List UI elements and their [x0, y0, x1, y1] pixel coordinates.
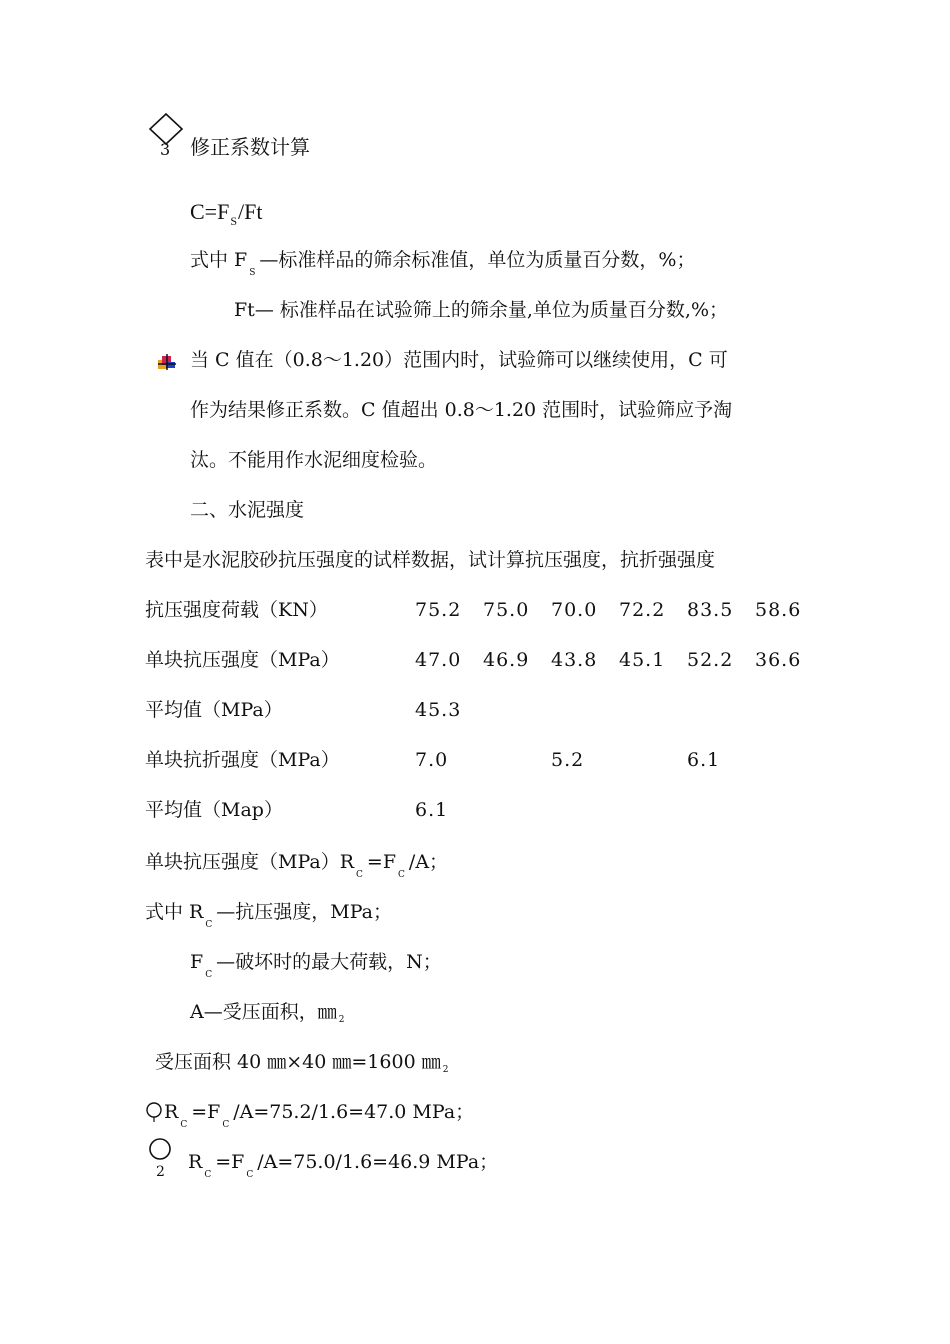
table-cell: 75.0	[483, 599, 530, 621]
table-cell: 83.5	[687, 599, 734, 621]
formula-rc-post: /A；	[408, 851, 449, 873]
section-title: 修正系数计算	[190, 135, 310, 159]
table-cell: 58.6	[755, 599, 802, 621]
table-cell: 52.2	[687, 649, 734, 671]
area-statement-sup: 2	[442, 1065, 449, 1075]
calc-2-sub1: C	[204, 1170, 212, 1180]
definition-a-sup: 2	[338, 1015, 345, 1025]
table-cell: 75.2	[415, 599, 462, 621]
definition-fc	[190, 950, 442, 978]
table-row-label: 单块抗压强度（MPa）	[145, 649, 340, 671]
formula-c-rhs: /Ft	[238, 199, 263, 224]
formula-c	[190, 200, 262, 227]
table-row-label: 平均值（MPa）	[145, 699, 283, 721]
table-cell: 6.1	[687, 749, 721, 771]
table-cell: 70.0	[551, 599, 598, 621]
definition-fc-text: —破坏时的最大荷载，N；	[216, 951, 442, 973]
table-cell: 45.1	[619, 649, 666, 671]
calc-1-post: /A=75.2/1.6=47.0 MPa；	[233, 1101, 475, 1123]
area-statement	[155, 1050, 452, 1078]
note-line-1: 当 C 值在（0.8～1.20）范围内时，试验筛可以继续使用，C 可	[190, 349, 728, 371]
definition-fc-pre: F	[190, 951, 204, 973]
table-cell: 36.6	[755, 649, 802, 671]
calc-2-post: /A=75.0/1.6=46.9 MPa；	[257, 1151, 499, 1173]
definition-fs-text: —标准样品的筛余标准值，单位为质量百分数，%；	[259, 249, 696, 271]
calc-2-pre: R	[188, 1151, 203, 1173]
calc-2-number: 2	[156, 1164, 165, 1180]
note-line-3: 汰。不能用作水泥细度检验。	[190, 449, 438, 471]
definition-fs-sub: S	[249, 268, 256, 278]
definition-rc	[145, 900, 392, 928]
calc-1-sub2: C	[222, 1120, 230, 1130]
circle-number-icon	[144, 1100, 166, 1126]
definition-fs-pre: 式中 F	[190, 249, 248, 271]
formula-rc-sub1: C	[356, 870, 363, 880]
calc-2-sub2: C	[246, 1170, 254, 1180]
definition-rc-sub: C	[205, 920, 213, 930]
calculation-2	[188, 1150, 498, 1178]
definition-rc-pre: 式中 R	[145, 901, 204, 923]
calculation-1	[164, 1100, 474, 1128]
table-cell: 6.1	[415, 799, 449, 821]
bullet-icon	[156, 352, 178, 372]
section-2-title: 二、水泥强度	[190, 499, 305, 521]
calc-1-sub1: C	[180, 1120, 188, 1130]
formula-rc-pre: 单块抗压强度（MPa）R	[145, 851, 355, 873]
table-cell: 72.2	[619, 599, 666, 621]
table-cell: 7.0	[415, 749, 449, 771]
table-cell: 5.2	[551, 749, 585, 771]
definition-fs	[190, 248, 695, 276]
calc-2-mid: =F	[215, 1151, 245, 1173]
definition-a	[190, 1000, 348, 1028]
definition-a-text: A—受压面积，㎜	[190, 1001, 337, 1023]
definition-rc-text: —抗压强度，MPa；	[216, 901, 392, 923]
table-row-label: 单块抗折强度（MPa）	[145, 749, 340, 771]
table-row-label: 平均值（Map）	[145, 799, 283, 821]
table-cell: 47.0	[415, 649, 462, 671]
intro-text: 表中是水泥胶砂抗压强度的试样数据，试计算抗压强度，抗折强强度	[145, 549, 716, 571]
table-cell: 45.3	[415, 699, 462, 721]
table-cell: 46.9	[483, 649, 530, 671]
section-number: 3	[160, 140, 171, 159]
note-line-2: 作为结果修正系数。C 值超出 0.8～1.20 范围时，试验筛应予淘	[190, 399, 733, 421]
formula-c-sub: S	[230, 214, 238, 228]
formula-rc	[145, 850, 448, 878]
formula-c-lhs: C=F	[190, 199, 230, 224]
table-cell: 43.8	[551, 649, 598, 671]
calc-1-mid: =F	[191, 1101, 221, 1123]
definition-ft: Ft— 标准样品在试验筛上的筛余量,单位为质量百分数,%；	[234, 299, 728, 321]
table-row-label: 抗压强度荷载（KN）	[145, 599, 328, 621]
definition-fc-sub: C	[205, 970, 213, 980]
area-statement-text: 受压面积 40 ㎜×40 ㎜=1600 ㎜	[155, 1051, 441, 1073]
formula-rc-mid: =F	[366, 851, 397, 873]
calc-1-pre: R	[164, 1101, 179, 1123]
formula-rc-sub2: C	[398, 870, 405, 880]
